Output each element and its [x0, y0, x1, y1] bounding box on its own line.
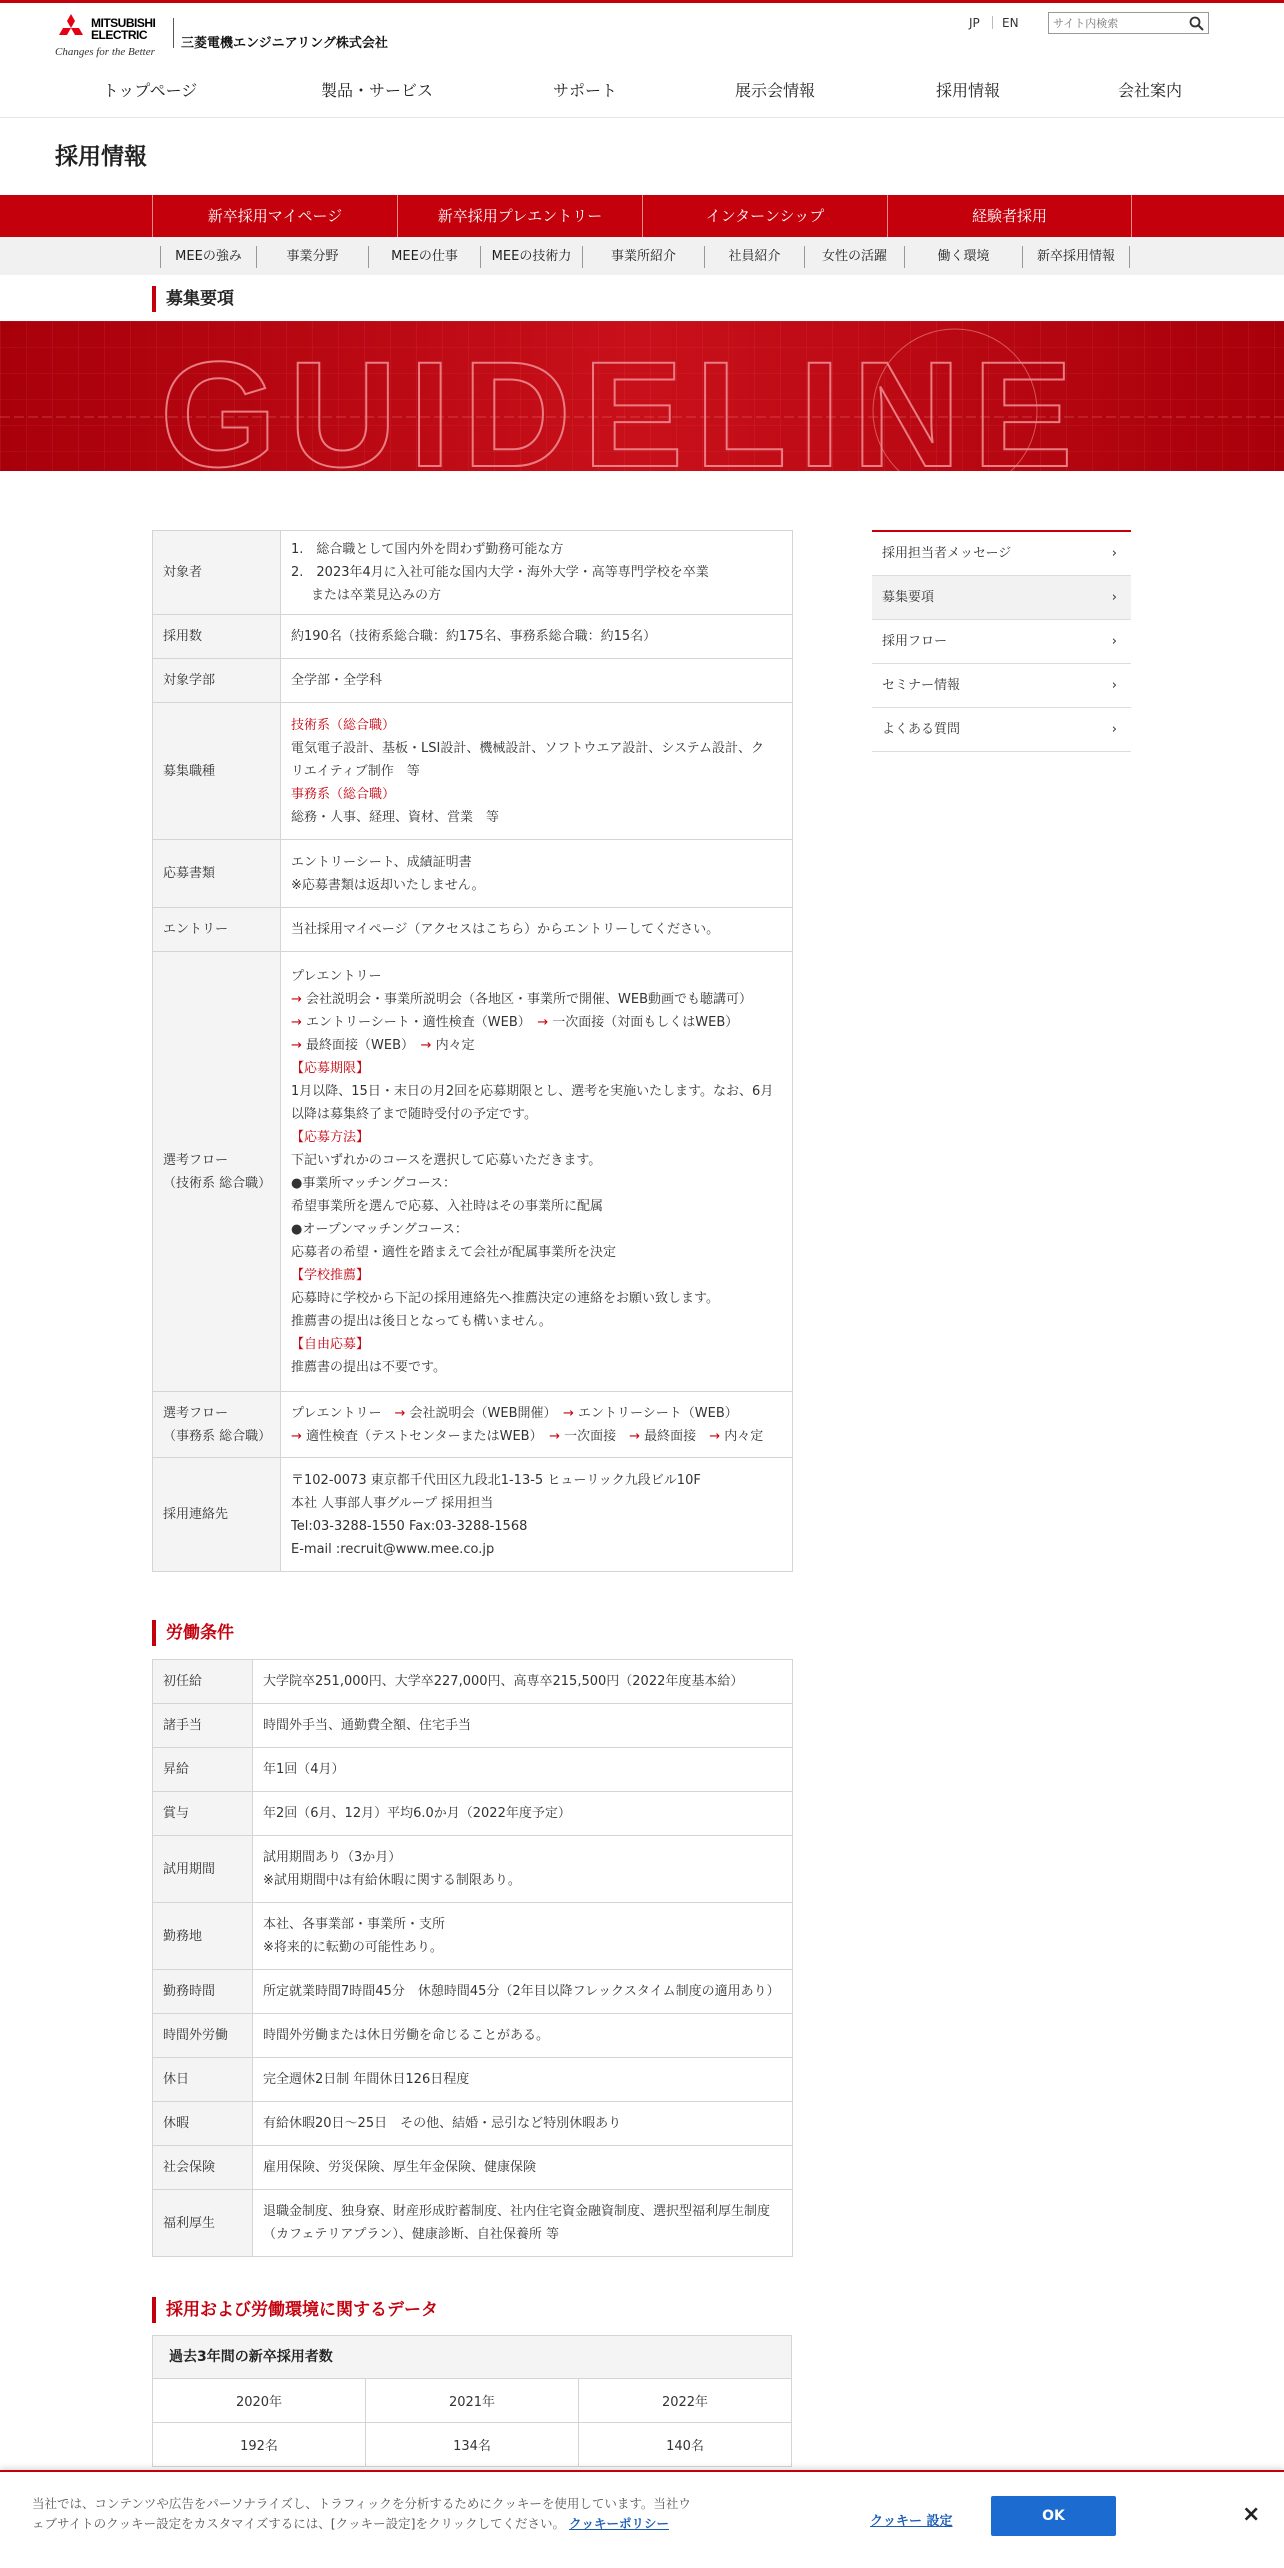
sidebar-item-message[interactable]: 採用担当者メッセージ › [872, 532, 1131, 576]
entry-link[interactable]: 当社採用マイページ（アクセスはこちら）からエントリーしてください。 [281, 908, 793, 952]
sidebar-item-seminar[interactable]: セミナー情報 › [872, 664, 1131, 708]
global-nav [55, 78, 1185, 110]
row-label: 選考フロー （事務系 総合職） [153, 1392, 281, 1458]
slogan: Changes for the Better [55, 46, 155, 58]
row-label: 試用期間 [153, 1836, 253, 1903]
table-row [153, 1836, 793, 1903]
nav-top[interactable]: トップページ [102, 81, 198, 100]
cookie-ok-button[interactable]: OK [991, 2496, 1116, 2536]
row-label: 初任給 [153, 1660, 253, 1704]
row-label: 諸手当 [153, 1704, 253, 1748]
row-value: 退職金制度、独身寮、財産形成貯蓄制度、社内住宅資金融資制度、選択型福利厚生制度 （カフェテリアプラン）、健康診断、自社保養所 等 [253, 2190, 793, 2257]
row-value: エントリーシート、成績証明書 ※応募書類は返却いたしません。 [281, 840, 793, 908]
row-value: 〒102-0073 東京都千代田区九段北1-13-5 ヒューリック九段ビル10F 本社 人事部人事グループ 採用担当 Tel:03-3288-1550 Fax:03-3288-1568 E-mail :recruit@www.mee.co.jp [281, 1458, 793, 1572]
sidebar-nav [872, 530, 1131, 752]
guideline-banner [0, 321, 1284, 471]
row-value: 約190名（技術系総合職：約175名、事務系総合職：約15名） [281, 615, 793, 659]
subtab-work[interactable]: MEEの仕事 [368, 246, 480, 268]
row-label: 休暇 [153, 2102, 253, 2146]
sidebar-item-flow[interactable]: 採用フロー › [872, 620, 1131, 664]
table-row [153, 2058, 793, 2102]
cookie-banner [0, 2470, 1284, 2568]
row-label: 応募書類 [153, 840, 281, 908]
table-row [153, 2102, 793, 2146]
table-row [153, 531, 793, 615]
subtab-employees[interactable]: 社員紹介 [704, 246, 804, 268]
row-value: 年2回（6月、12月）平均6.0か月（2022年度予定） [253, 1792, 793, 1836]
subtab-strengths[interactable]: MEEの強み [160, 246, 256, 268]
row-label: 対象学部 [153, 659, 281, 703]
count-cell: 140名 [579, 2423, 792, 2467]
row-value: 試用期間あり（3か月） ※試用期間中は有給休暇に関する制限あり。 [253, 1836, 793, 1903]
count-cell: 192名 [153, 2423, 366, 2467]
subtab-environment[interactable]: 働く環境 [904, 246, 1022, 268]
row-value: 本社、各事業部・事業所・支所 ※将来的に転勤の可能性あり。 [253, 1903, 793, 1970]
row-value: 有給休暇20日～25日 その他、結婚・忌引など特別休暇あり [253, 2102, 793, 2146]
sidebar-item-faq[interactable]: よくある質問 › [872, 708, 1131, 752]
row-label: 休日 [153, 2058, 253, 2102]
tab-internship[interactable]: インターンシップ [642, 195, 887, 237]
nav-recruit[interactable]: 採用情報 [935, 81, 1001, 100]
table-row [153, 1903, 793, 1970]
table-row [153, 952, 793, 1392]
nav-company[interactable]: 会社案内 [1117, 81, 1183, 100]
table-row [153, 2146, 793, 2190]
row-value: 雇用保険、労災保険、厚生年金保険、健康保険 [253, 2146, 793, 2190]
year-cell: 2021年 [366, 2379, 579, 2423]
table-row [153, 1704, 793, 1748]
lang-jp-link[interactable]: JP [969, 16, 980, 30]
year-cell: 2020年 [153, 2379, 366, 2423]
row-label: 採用連絡先 [153, 1458, 281, 1572]
chevron-right-icon: › [1111, 590, 1117, 605]
table-row [153, 1392, 793, 1458]
row-label: 勤務時間 [153, 1970, 253, 2014]
row-label: 賞与 [153, 1792, 253, 1836]
row-label: 対象者 [153, 531, 281, 615]
cookie-settings-button[interactable]: クッキー 設定 [870, 2514, 953, 2529]
row-label: 採用数 [153, 615, 281, 659]
section-title-recruitment: 募集要項 [152, 286, 234, 312]
row-label: 福利厚生 [153, 2190, 253, 2257]
banner-graphic [0, 321, 1284, 471]
row-label: 昇給 [153, 1748, 253, 1792]
row-value: プレエントリー → 会社説明会・事業所説明会（各地区・事業所で開催、WEB動画でも聴講可） → エントリーシート・適性検査（WEB） → 一次面接（対面もしくはWEB） → 最終面接（WEB） → 内々定 【応募期限】 1月以降、15日・末日の月2回を応募期限とし、選考を実施いたします。なお、6月 以降は募集終了まで随時受付の予定です。 【応募方法】 下記いずれかのコースを選択して応募いただきます。 ●事業所マッチングコース： 希望事業所を選んで応募、入社時はその事業所に配属 ●オープンマッチングコース： 応募者の希望・適性を踏まえて会社が配属事業所を決定 【学校推薦】 応募時に学校から下記の採用連絡先へ推薦決定の連絡をお願い致します。 推薦書の提出は後日となっても構いません。 【自由応募】 推薦書の提出は不要です。 [281, 952, 793, 1392]
nav-divider [0, 117, 1284, 118]
cookie-policy-link[interactable]: クッキーポリシー [569, 2516, 670, 2531]
section-title-data: 採用および労働環境に関するデータ [152, 2297, 438, 2323]
chevron-right-icon: › [1111, 722, 1117, 737]
row-label: 選考フロー （技術系 総合職） [153, 952, 281, 1392]
count-cell: 134名 [366, 2423, 579, 2467]
chevron-right-icon: › [1111, 678, 1117, 693]
table-row [153, 615, 793, 659]
row-label: 社会保険 [153, 2146, 253, 2190]
table-row [153, 1660, 793, 1704]
page-title: 採用情報 [55, 144, 147, 170]
logo-divider [173, 18, 174, 48]
mitsubishi-diamonds-icon [55, 14, 87, 44]
row-value: 年1回（4月） [253, 1748, 793, 1792]
search-input[interactable] [1049, 13, 1179, 33]
subtab-new-grad-info[interactable]: 新卒採用情報 [1022, 246, 1130, 268]
row-value: プレエントリー → 会社説明会（WEB開催） → エントリーシート（WEB） → 適性検査（テストセンターまたはWEB） → 一次面接 → 最終面接 → 内々定 [281, 1392, 793, 1458]
table-row [153, 1970, 793, 2014]
table-row [153, 1748, 793, 1792]
table-row [153, 2190, 793, 2257]
site-search [1048, 12, 1209, 34]
table-row [153, 1458, 793, 1572]
banner-text: GUIDELINE [160, 330, 1085, 471]
row-label: 勤務地 [153, 1903, 253, 1970]
sidebar-item-guidelines[interactable]: 募集要項 › [872, 576, 1131, 620]
subtab-technology[interactable]: MEEの技術力 [480, 246, 582, 268]
table-row [153, 840, 793, 908]
tab-new-grad-pre-entry[interactable]: 新卒採用プレエントリー [397, 195, 642, 237]
year-cell: 2022年 [579, 2379, 792, 2423]
hiring-data-table [152, 2378, 792, 2467]
lang-en-link[interactable]: EN [1002, 16, 1019, 30]
row-value: 1. 総合職として国内外を問わず勤務可能な方 2. 2023年4月に入社可能な国内大学・海外大学・高等専門学校を卒業 または卒業見込みの方 [281, 531, 793, 615]
subtab-offices[interactable]: 事業所紹介 [582, 246, 704, 268]
row-value: 時間外手当、通勤費全額、住宅手当 [253, 1704, 793, 1748]
table-row [153, 2379, 792, 2423]
company-logo[interactable] [55, 14, 395, 62]
lang-divider [992, 16, 993, 29]
row-value: 大学院卒251,000円、大学卒227,000円、高専卒215,500円（2022年度基本給） [253, 1660, 793, 1704]
data-table-heading: 過去3年間の新卒採用者数 [152, 2335, 792, 2379]
row-label: 時間外労働 [153, 2014, 253, 2058]
close-icon[interactable]: × [1242, 2502, 1261, 2527]
nav-products[interactable]: 製品・サービス [320, 81, 434, 100]
brand-wordmark: MITSUBISHI ELECTRIC [91, 16, 156, 42]
row-value: 完全週休2日制 年間休日126日程度 [253, 2058, 793, 2102]
table-row [153, 703, 793, 840]
row-label: 募集職種 [153, 703, 281, 840]
nav-exhibitions[interactable]: 展示会情報 [734, 81, 816, 100]
table-row [153, 2014, 793, 2058]
table-row [153, 659, 793, 703]
tab-new-grad-mypage[interactable]: 新卒採用マイページ [152, 195, 397, 237]
cookie-text: 当社では、コンテンツや広告をパーソナライズし、トラフィックを分析するためにクッキーを使用しています。当社ウェブサイトのクッキー設定をカスタマイズするには、[クッキー設定]をクリックしてください。 クッキーポリシー [32, 2496, 691, 2531]
row-value: 全学部・全学科 [281, 659, 793, 703]
nav-support[interactable]: サポート [552, 81, 618, 100]
row-value: 所定就業時間7時間45分 休憩時間45分（2年目以降フレックスタイム制度の適用あり） [253, 1970, 793, 2014]
labor-table [152, 1659, 793, 2257]
row-value: 時間外労働または休日労働を命じることがある。 [253, 2014, 793, 2058]
subtab-business-fields[interactable]: 事業分野 [256, 246, 368, 268]
chevron-right-icon: › [1111, 546, 1117, 561]
subtab-women[interactable]: 女性の活躍 [804, 246, 904, 268]
top-accent-line [0, 0, 1284, 3]
search-icon[interactable] [1189, 16, 1204, 31]
chevron-right-icon: › [1111, 634, 1117, 649]
company-name: 三菱電機エンジニアリング株式会社 [181, 36, 388, 51]
row-label: エントリー [153, 908, 281, 952]
recruitment-table [152, 530, 793, 1572]
row-value: 技術系（総合職） 電気電子設計、基板・LSI設計、機械設計、ソフトウエア設計、システム設計、ク リエイティブ制作 等 事務系（総合職） 総務・人事、経理、資材、営業 等 [281, 703, 793, 840]
table-row [153, 2423, 792, 2467]
tab-experienced[interactable]: 経験者採用 [887, 195, 1132, 237]
table-row [153, 908, 793, 952]
section-title-labor: 労働条件 [152, 1620, 234, 1646]
table-row [153, 1792, 793, 1836]
